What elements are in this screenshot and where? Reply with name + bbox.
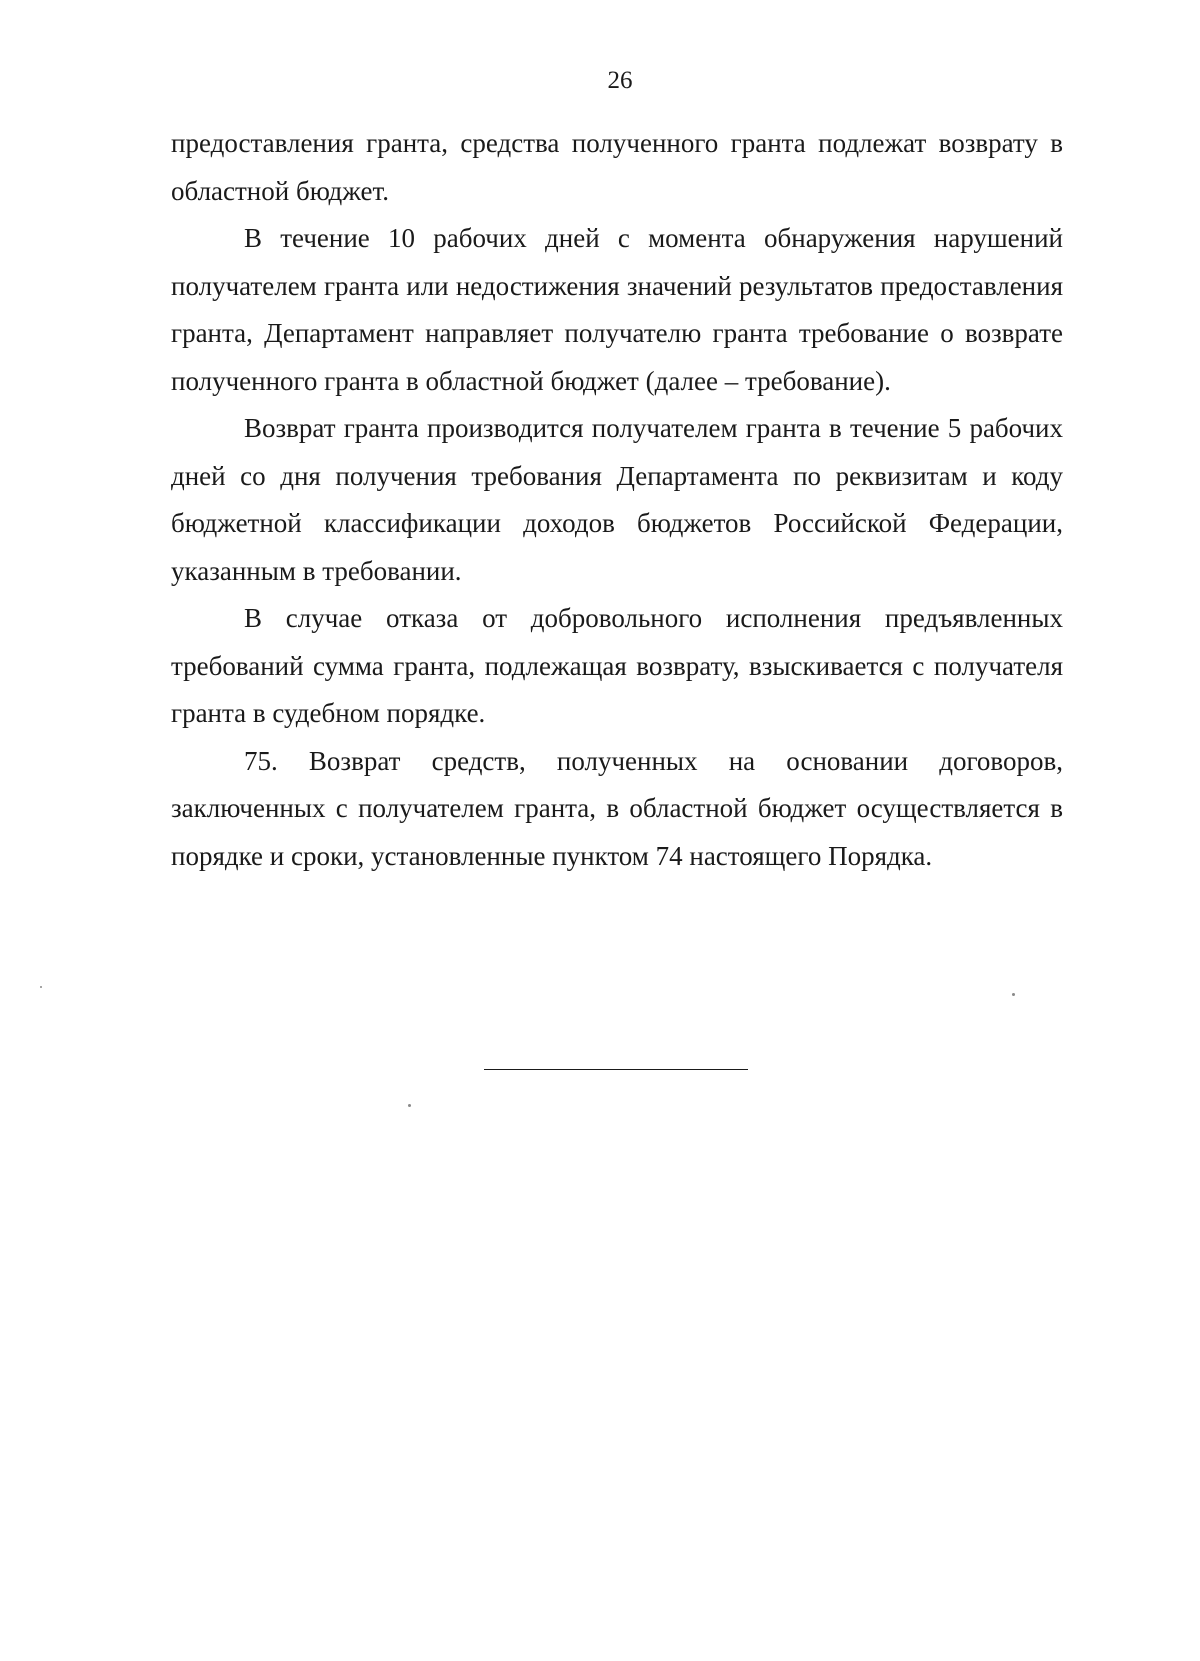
scan-speck <box>1012 993 1015 996</box>
paragraph-grant-return: Возврат гранта производится получателем гранта в течение 5 рабочих дней со дня получения требования Департамента по реквизитам и коду бюджетной классификации доходов бюджетов Российской Федерации, указанным в требовании. <box>171 413 1063 586</box>
page-number: 26 <box>607 67 633 94</box>
scan-speck <box>40 986 42 988</box>
document-body <box>171 120 1063 880</box>
paragraph-judicial-recovery: В случае отказа от добровольного исполнения предъявленных требований сумма гранта, подлежащая возврату, взыскивается с получателя гранта в судебном порядке. <box>171 603 1063 728</box>
paragraph-item-75: 75. Возврат средств, полученных на основании договоров, заключенных с получателем гранта, в областной бюджет осуществляется в порядке и сроки, установленные пунктом 74 настоящего Порядка. <box>171 745 1063 871</box>
scan-speck <box>408 1104 411 1107</box>
end-separator-line <box>484 1069 748 1070</box>
paragraph-violation-notice: В течение 10 рабочих дней с момента обнаружения нарушений получателем гранта или недостижения значений результатов предоставления гранта, Департамент направляет получателю гранта требование о возврате полученного гранта в областной бюджет (далее – требование). <box>171 223 1063 396</box>
paragraph-continuation: предоставления гранта, средства полученного гранта подлежат возврату в областной бюджет. <box>171 128 1063 206</box>
